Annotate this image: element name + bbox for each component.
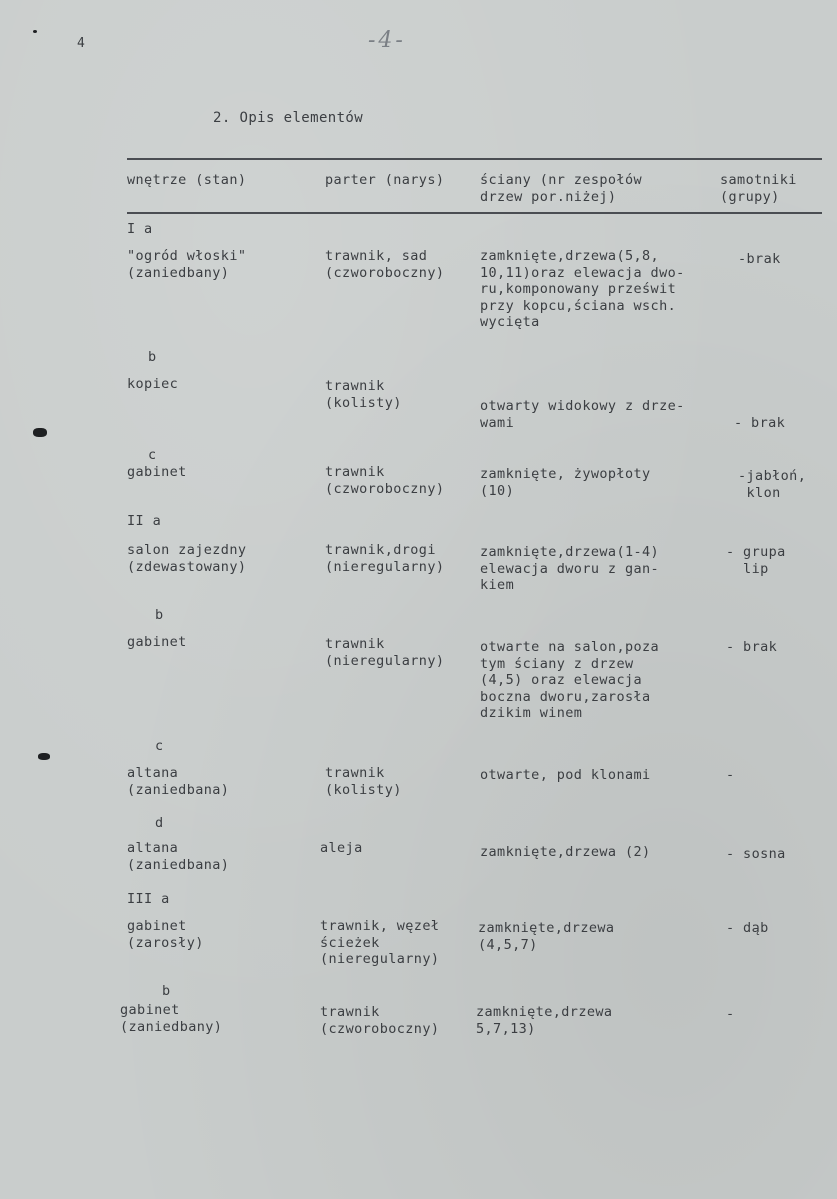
row-solitaires: -brak [738, 251, 781, 267]
row-parterre: trawnik, sad (czworoboczny) [325, 248, 445, 281]
section-label: d [155, 815, 164, 831]
section-label: b [148, 349, 157, 365]
header-interior-state: wnętrze (stan) [127, 172, 247, 188]
row-walls: otwarte na salon,poza tym ściany z drzew (4,5) oraz elewacja boczna dworu,zarosła dzikim winem [480, 639, 660, 721]
row-solitaires: - [726, 1006, 735, 1022]
row-walls: zamknięte,drzewa(1-4) elewacja dworu z gan- kiem [480, 544, 660, 593]
scan-speck [33, 30, 37, 33]
row-parterre: trawnik, węzeł ścieżek (nieregularny) [320, 918, 440, 967]
row-solitaires: - brak [726, 639, 778, 655]
section-label: b [162, 983, 171, 999]
row-solitaires: - grupa lip [726, 544, 786, 577]
section-label: c [148, 447, 157, 463]
row-interior: gabinet [127, 464, 187, 480]
row-walls: zamknięte, żywopłoty (10) [480, 466, 651, 499]
row-interior: salon zajezdny (zdewastowany) [127, 542, 247, 575]
row-parterre: trawnik (kolisty) [325, 765, 402, 798]
header-parterre-outline: parter (narys) [325, 172, 445, 188]
row-walls: otwarty widokowy z drze- wami [480, 398, 685, 431]
section-label: III a [127, 891, 170, 907]
row-solitaires: -jabłoń, klon [738, 468, 807, 501]
row-parterre: trawnik (kolisty) [325, 378, 402, 411]
row-parterre: aleja [320, 840, 363, 856]
row-walls: zamknięte,drzewa (4,5,7) [478, 920, 615, 953]
section-label: I a [127, 221, 153, 237]
row-solitaires: - dąb [726, 920, 769, 936]
row-walls: zamknięte,drzewa(5,8, 10,11)oraz elewacja dwo- ru,komponowany prześwit przy kopcu,ściana wsch. wycięta [480, 248, 685, 330]
row-parterre: trawnik (nieregularny) [325, 636, 445, 669]
handwritten-page-number: -4- [368, 28, 406, 53]
row-interior: altana (zaniedbana) [127, 765, 230, 798]
section-label: c [155, 738, 164, 754]
header-walls-tree-groups: ściany (nr zespołów drzew por.niżej) [480, 172, 643, 205]
row-interior: gabinet (zaniedbany) [120, 1002, 223, 1035]
row-walls: otwarte, pod klonami [480, 767, 651, 783]
row-solitaires: - [726, 767, 735, 783]
row-interior: "ogród włoski" (zaniedbany) [127, 248, 247, 281]
row-walls: zamknięte,drzewa 5,7,13) [476, 1004, 613, 1037]
table-top-rule [127, 158, 822, 160]
table-header-rule [127, 212, 822, 214]
header-solitaires-groups: samotniki (grupy) [720, 172, 797, 205]
corner-mark: 4 [77, 36, 85, 51]
section-label: b [155, 607, 164, 623]
scan-speck [33, 428, 47, 437]
row-walls: zamknięte,drzewa (2) [480, 844, 651, 860]
section-label: II a [127, 513, 162, 529]
row-interior: altana (zaniedbana) [127, 840, 230, 873]
section-title: 2. Opis elementów [213, 110, 364, 126]
row-solitaires: - sosna [726, 846, 786, 862]
row-parterre: trawnik (czworoboczny) [325, 464, 445, 497]
row-parterre: trawnik (czworoboczny) [320, 1004, 440, 1037]
row-interior: gabinet [127, 634, 187, 650]
row-interior: gabinet (zarosły) [127, 918, 204, 951]
scan-speck [38, 753, 50, 760]
row-interior: kopiec [127, 376, 179, 392]
row-solitaires: - brak [734, 415, 786, 431]
row-parterre: trawnik,drogi (nieregularny) [325, 542, 445, 575]
